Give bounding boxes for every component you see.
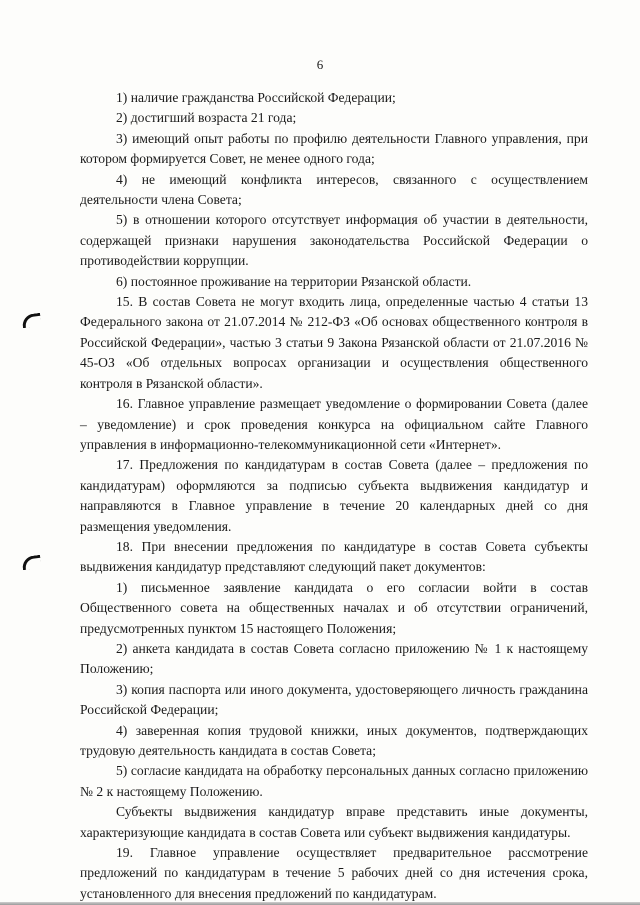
list-item-corruption: 5) в отношении которого отсутствует информация об участии в деятельности, содержащей признаки нарушения законодательства Российской Федерации о противодействии коррупции. [80,212,588,269]
document-item-application: 1) письменное заявление кандидата о его согласии войти в состав Общественного совета на общественных началах и об отсутствии ограничений, предусмотренных пунктом 15 настоящего Положения; [80,579,588,636]
document-item-employment-record: 4) заверенная копия трудовой книжки, иных документов, подтверждающих трудовую деятельность кандидата в состав Совета; [80,722,588,758]
list-item-age: 2) достигший возраста 21 года; [116,110,297,126]
clause-16: 16. Главное управление размещает уведомление о формировании Совета (далее – уведомление) и срок проведения конкурса на официальном сайте Главного управления в информационно-телекоммуникационной сети «Интернет». [80,396,588,452]
scan-punch-mark [21,555,42,571]
page-number: 6 [316,57,324,72]
clause-19: 19. Главное управление осуществляет предварительное рассмотрение предложений по кандидатурам в течение 5 рабочих дней со дня истечения срока, установленного для внесения предложений по кандидатурам. [80,845,588,901]
list-item-citizenship: 1) наличие гражданства Российской Федерации; [116,90,396,105]
document-item-consent: 5) согласие кандидата на обработку персональных данных согласно приложению № 2 к настоящему Положению. [80,763,588,799]
clause-17: 17. Предложения по кандидатурам в состав Совета (далее – предложения по кандидатурам) оформляются за подписью субъекта выдвижения кандидатур и направляются в Главное управление в течение 20 календарных дней со дня размещения уведомления. [80,457,588,534]
document-item-questionnaire: 2) анкета кандидата в состав Совета согласно приложению № 1 к настоящему Положению; [80,640,588,677]
document-body [80,88,588,904]
list-item-experience: 3) имеющий опыт работы по профилю деятельности Главного управления, при котором формируется Совет, не менее одного года; [80,130,588,167]
clause-15: 15. В состав Совета не могут входить лица, определенные частью 4 статьи 13 Федерального закона от 21.07.2014 № 212-ФЗ «Об основах общественного контроля в Российской Федерации», частью 3 статьи 9 Закона Рязанской области от 21.07.2016 № 45-ОЗ «Об отдельных вопросах организации и осуществления общественного контроля в Рязанской области». [80,294,588,391]
clause-18: 18. При внесении предложения по кандидатуре в состав Совета субъекты выдвижения кандидатур представляют следующий пакет документов: [80,538,588,575]
scan-punch-mark [21,313,42,329]
list-item-conflict-of-interest: 4) не имеющий конфликта интересов, связанного с осуществлением деятельности члена Совета; [80,171,588,208]
additional-documents-note: Субъекты выдвижения кандидатур вправе представить иные документы, характеризующие кандидата в состав Совета или субъект выдвижения кандидатуры. [80,804,588,840]
document-item-passport: 3) копия паспорта или иного документа, удостоверяющего личность гражданина Российской Федерации; [80,681,588,718]
list-item-residence: 6) постоянное проживание на территории Рязанской области. [116,273,472,289]
